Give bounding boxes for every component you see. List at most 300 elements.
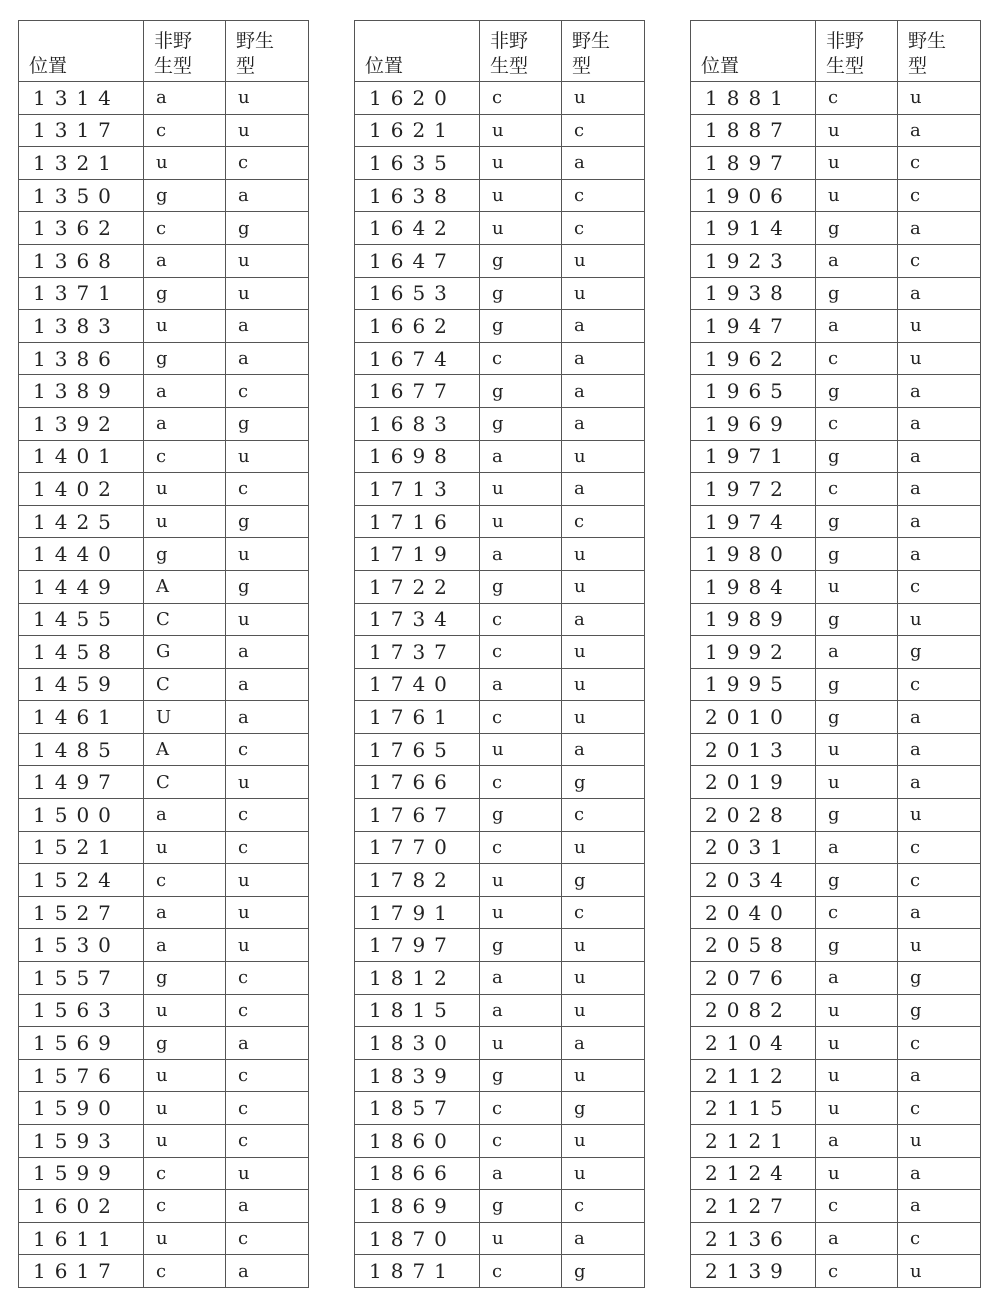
table-row [19, 896, 309, 929]
position-cell: 1906 [691, 179, 816, 212]
non-wild-type-cell: u [816, 766, 898, 799]
table-row [691, 375, 981, 408]
wild-type-cell: c [226, 473, 309, 506]
table-row [355, 1157, 645, 1190]
position-cell: 1392 [19, 407, 144, 440]
position-cell: 1969 [691, 407, 816, 440]
wild-type-cell: g [562, 1255, 645, 1288]
position-cell: 1923 [691, 244, 816, 277]
position-cell: 1362 [19, 212, 144, 245]
position-cell: 1947 [691, 310, 816, 343]
wild-type-cell: u [562, 82, 645, 115]
position-cell: 1458 [19, 636, 144, 669]
table-row [691, 1059, 981, 1092]
table-row [19, 114, 309, 147]
wild-type-cell: a [898, 114, 981, 147]
non-wild-type-cell: c [480, 766, 562, 799]
position-cell: 1737 [355, 636, 480, 669]
wild-type-cell: c [898, 831, 981, 864]
wild-type-cell: u [562, 1125, 645, 1158]
non-wild-type-cell: g [816, 212, 898, 245]
wild-type-cell: u [898, 310, 981, 343]
table-row [19, 342, 309, 375]
non-wild-type-cell: a [480, 994, 562, 1027]
table-row [19, 1190, 309, 1223]
table-row [19, 1059, 309, 1092]
table-row [355, 179, 645, 212]
position-cell: 1815 [355, 994, 480, 1027]
non-wild-type-cell: a [816, 310, 898, 343]
position-cell: 1980 [691, 538, 816, 571]
non-wild-type-cell: g [144, 962, 226, 995]
non-wild-type-cell: g [816, 277, 898, 310]
non-wild-type-cell: c [816, 342, 898, 375]
position-cell: 2104 [691, 1027, 816, 1060]
non-wild-type-cell: u [480, 733, 562, 766]
non-wild-type-cell: c [480, 636, 562, 669]
table-row [19, 1092, 309, 1125]
wild-type-cell: u [226, 82, 309, 115]
position-cell: 1593 [19, 1125, 144, 1158]
non-wild-type-cell: u [816, 1092, 898, 1125]
table-row [691, 342, 981, 375]
non-wild-type-cell: u [144, 473, 226, 506]
position-cell: 1383 [19, 310, 144, 343]
position-cell: 1401 [19, 440, 144, 473]
table-row [691, 831, 981, 864]
wild-type-cell: c [898, 244, 981, 277]
wild-type-cell: c [226, 1059, 309, 1092]
non-wild-type-cell: g [816, 701, 898, 734]
non-wild-type-cell: c [480, 82, 562, 115]
wild-type-cell: u [562, 1157, 645, 1190]
wild-type-cell: a [226, 668, 309, 701]
non-wild-type-cell: a [144, 407, 226, 440]
position-cell: 1371 [19, 277, 144, 310]
non-wild-type-cell: G [144, 636, 226, 669]
position-cell: 1857 [355, 1092, 480, 1125]
non-wild-type-cell: u [144, 1222, 226, 1255]
table-row [691, 473, 981, 506]
wild-type-cell: u [226, 603, 309, 636]
table-row [19, 831, 309, 864]
non-wild-type-cell: u [816, 114, 898, 147]
non-wild-type-cell: g [480, 1059, 562, 1092]
wild-type-cell: c [226, 831, 309, 864]
non-wild-type-cell: u [144, 994, 226, 1027]
table-row [19, 570, 309, 603]
table-row [691, 603, 981, 636]
wild-type-cell: c [898, 179, 981, 212]
non-wild-type-cell: a [480, 668, 562, 701]
wild-type-cell: a [562, 1222, 645, 1255]
non-wild-type-cell: c [144, 1255, 226, 1288]
position-cell: 1459 [19, 668, 144, 701]
non-wild-type-cell: c [480, 603, 562, 636]
non-wild-type-cell: u [144, 505, 226, 538]
wild-type-cell: u [562, 277, 645, 310]
position-cell: 2139 [691, 1255, 816, 1288]
position-cell: 2124 [691, 1157, 816, 1190]
position-cell: 1683 [355, 407, 480, 440]
wild-type-cell: u [226, 114, 309, 147]
table-row [19, 994, 309, 1027]
position-cell: 2031 [691, 831, 816, 864]
position-cell: 1965 [691, 375, 816, 408]
non-wild-type-cell: u [144, 1092, 226, 1125]
wild-type-cell: a [562, 147, 645, 180]
non-wild-type-cell: u [816, 570, 898, 603]
position-cell: 1389 [19, 375, 144, 408]
non-wild-type-cell: g [144, 179, 226, 212]
header-row [355, 21, 645, 82]
table-row [691, 766, 981, 799]
non-wild-type-cell: u [480, 896, 562, 929]
position-cell: 1317 [19, 114, 144, 147]
mutation-table-1 [18, 20, 309, 1288]
non-wild-type-cell: g [816, 864, 898, 897]
position-cell: 2034 [691, 864, 816, 897]
table-row [691, 896, 981, 929]
position-cell: 1611 [19, 1222, 144, 1255]
table-row [355, 147, 645, 180]
non-wild-type-cell: a [816, 962, 898, 995]
table-row [355, 1125, 645, 1158]
non-wild-type-cell: u [480, 473, 562, 506]
wild-type-cell: c [226, 1125, 309, 1158]
non-wild-type-cell: u [816, 1027, 898, 1060]
non-wild-type-cell: a [144, 244, 226, 277]
position-cell: 1368 [19, 244, 144, 277]
wild-type-cell: a [226, 342, 309, 375]
table-row [691, 277, 981, 310]
wild-type-cell: u [562, 538, 645, 571]
position-cell: 2040 [691, 896, 816, 929]
non-wild-type-cell: u [480, 147, 562, 180]
position-cell: 1647 [355, 244, 480, 277]
table-row [19, 1255, 309, 1288]
position-cell: 1765 [355, 733, 480, 766]
non-wild-type-cell: a [144, 896, 226, 929]
table-row [19, 668, 309, 701]
table-row [691, 636, 981, 669]
position-cell: 1722 [355, 570, 480, 603]
position-cell: 1897 [691, 147, 816, 180]
non-wild-type-cell: g [480, 407, 562, 440]
position-cell: 1449 [19, 570, 144, 603]
table-row [691, 212, 981, 245]
wild-type-cell: a [898, 1190, 981, 1223]
non-wild-type-cell: u [144, 310, 226, 343]
table-row [19, 147, 309, 180]
wild-type-cell: g [562, 766, 645, 799]
position-cell: 1766 [355, 766, 480, 799]
non-wild-type-cell: g [480, 570, 562, 603]
position-cell: 1425 [19, 505, 144, 538]
non-wild-type-cell: g [480, 375, 562, 408]
table-row [19, 179, 309, 212]
table-row [355, 701, 645, 734]
table-row [691, 179, 981, 212]
position-cell: 1440 [19, 538, 144, 571]
wild-type-cell: g [226, 212, 309, 245]
position-cell: 1972 [691, 473, 816, 506]
non-wild-type-cell: c [480, 831, 562, 864]
non-wild-type-cell: a [816, 831, 898, 864]
non-wild-type-cell: u [816, 733, 898, 766]
table-row [355, 505, 645, 538]
wild-type-cell: a [226, 310, 309, 343]
table-row [19, 212, 309, 245]
wild-type-cell: c [562, 179, 645, 212]
position-cell: 1402 [19, 473, 144, 506]
header-row [19, 21, 309, 82]
table-row [19, 864, 309, 897]
non-wild-type-cell: a [816, 244, 898, 277]
non-wild-type-cell: g [816, 799, 898, 832]
position-cell: 1557 [19, 962, 144, 995]
position-cell: 1314 [19, 82, 144, 115]
position-cell: 1638 [355, 179, 480, 212]
non-wild-type-cell: g [816, 505, 898, 538]
non-wild-type-cell: u [480, 179, 562, 212]
position-cell: 1866 [355, 1157, 480, 1190]
wild-type-cell: c [562, 505, 645, 538]
wild-type-cell: a [226, 636, 309, 669]
non-wild-type-cell: A [144, 733, 226, 766]
wild-type-cell: u [226, 277, 309, 310]
table-row [691, 310, 981, 343]
wild-type-cell: c [898, 1222, 981, 1255]
position-cell: 1521 [19, 831, 144, 864]
position-cell: 1653 [355, 277, 480, 310]
table-row [355, 114, 645, 147]
non-wild-type-cell: U [144, 701, 226, 734]
wild-type-cell: u [898, 82, 981, 115]
position-cell: 1797 [355, 929, 480, 962]
table-row [355, 864, 645, 897]
table-row [19, 766, 309, 799]
position-cell: 1350 [19, 179, 144, 212]
position-cell: 1871 [355, 1255, 480, 1288]
non-wild-type-cell: c [480, 342, 562, 375]
non-wild-type-cell: c [480, 1255, 562, 1288]
wild-type-cell: c [226, 147, 309, 180]
wild-type-cell: c [562, 799, 645, 832]
position-cell: 1599 [19, 1157, 144, 1190]
position-cell: 1719 [355, 538, 480, 571]
wild-type-cell: u [562, 570, 645, 603]
table-row [691, 82, 981, 115]
table-row [19, 603, 309, 636]
non-wild-type-cell: a [480, 962, 562, 995]
table-row [355, 831, 645, 864]
table-row [355, 538, 645, 571]
wild-type-cell: u [898, 603, 981, 636]
position-cell: 1767 [355, 799, 480, 832]
position-cell: 1530 [19, 929, 144, 962]
non-wild-type-cell: c [144, 1190, 226, 1223]
wild-type-cell: u [226, 766, 309, 799]
table-row [355, 375, 645, 408]
wild-type-cell: c [562, 114, 645, 147]
non-wild-type-cell: u [480, 505, 562, 538]
table-row [355, 1190, 645, 1223]
wild-type-cell: c [226, 994, 309, 1027]
table-row [355, 994, 645, 1027]
position-cell: 1386 [19, 342, 144, 375]
wild-type-cell: a [562, 1027, 645, 1060]
wild-type-cell: a [898, 766, 981, 799]
table-row [355, 277, 645, 310]
non-wild-type-cell: u [480, 1027, 562, 1060]
position-cell: 1617 [19, 1255, 144, 1288]
wild-type-cell: a [898, 538, 981, 571]
non-wild-type-cell: g [816, 668, 898, 701]
position-cell: 1974 [691, 505, 816, 538]
header-row [691, 21, 981, 82]
wild-type-cell: a [898, 505, 981, 538]
wild-type-cell: u [898, 1255, 981, 1288]
table-row [355, 82, 645, 115]
position-cell: 1734 [355, 603, 480, 636]
position-cell: 1887 [691, 114, 816, 147]
position-cell: 1962 [691, 342, 816, 375]
wild-type-cell: g [898, 636, 981, 669]
non-wild-type-cell: a [816, 1222, 898, 1255]
non-wild-type-cell: A [144, 570, 226, 603]
non-wild-type-cell: a [480, 538, 562, 571]
table-row [19, 538, 309, 571]
wild-type-cell: c [562, 896, 645, 929]
non-wild-type-cell: a [144, 82, 226, 115]
position-cell: 1590 [19, 1092, 144, 1125]
wild-type-cell: u [226, 538, 309, 571]
table-row [355, 1027, 645, 1060]
wild-type-cell: c [898, 1027, 981, 1060]
table-row [691, 244, 981, 277]
table-row [355, 799, 645, 832]
non-wild-type-cell: a [816, 636, 898, 669]
non-wild-type-cell: C [144, 603, 226, 636]
non-wild-type-cell: c [816, 1255, 898, 1288]
position-cell: 1869 [355, 1190, 480, 1223]
table-row [19, 636, 309, 669]
wild-type-cell: c [562, 212, 645, 245]
wild-type-cell: c [898, 668, 981, 701]
table-row [691, 505, 981, 538]
position-cell: 1938 [691, 277, 816, 310]
table-row [19, 733, 309, 766]
wild-type-cell: a [562, 375, 645, 408]
non-wild-type-cell: g [480, 1190, 562, 1223]
table-row [19, 962, 309, 995]
table-row [355, 244, 645, 277]
position-cell: 1455 [19, 603, 144, 636]
position-cell: 1716 [355, 505, 480, 538]
wild-type-cell: c [898, 864, 981, 897]
non-wild-type-cell: c [144, 1157, 226, 1190]
table-row [19, 244, 309, 277]
wild-type-cell: a [898, 473, 981, 506]
non-wild-type-cell: u [480, 212, 562, 245]
wild-type-cell: a [562, 407, 645, 440]
wild-type-cell: c [898, 570, 981, 603]
position-cell: 2058 [691, 929, 816, 962]
wild-type-cell: a [562, 473, 645, 506]
position-cell: 1527 [19, 896, 144, 929]
position-cell: 1791 [355, 896, 480, 929]
table-row [691, 538, 981, 571]
position-cell: 1602 [19, 1190, 144, 1223]
position-cell: 1621 [355, 114, 480, 147]
position-cell: 1992 [691, 636, 816, 669]
wild-type-cell: a [226, 1190, 309, 1223]
non-wild-type-cell: a [480, 1157, 562, 1190]
wild-type-cell: a [898, 1157, 981, 1190]
table-row [691, 1190, 981, 1223]
position-cell: 1674 [355, 342, 480, 375]
position-cell: 1497 [19, 766, 144, 799]
table-row [691, 1125, 981, 1158]
wild-type-cell: a [898, 375, 981, 408]
wild-type-cell: g [898, 994, 981, 1027]
wild-type-cell: a [898, 212, 981, 245]
non-wild-type-cell: u [144, 147, 226, 180]
table-row [691, 1222, 981, 1255]
wild-type-cell: u [562, 1059, 645, 1092]
position-cell: 1881 [691, 82, 816, 115]
wild-type-cell: a [562, 310, 645, 343]
position-cell: 1500 [19, 799, 144, 832]
table-row [355, 636, 645, 669]
wild-type-cell: c [226, 375, 309, 408]
wild-type-cell: g [562, 864, 645, 897]
non-wild-type-cell: g [816, 538, 898, 571]
wild-type-cell: a [898, 277, 981, 310]
header-non-wild-type: 非野 生型 [144, 21, 226, 82]
table-row [691, 1027, 981, 1060]
table-row [355, 766, 645, 799]
table-row [355, 1255, 645, 1288]
wild-type-cell: u [898, 929, 981, 962]
header-position: 位置 [355, 21, 480, 82]
wild-type-cell: c [226, 733, 309, 766]
mutation-table-2 [354, 20, 645, 1288]
non-wild-type-cell: c [816, 407, 898, 440]
wild-type-cell: u [562, 244, 645, 277]
wild-type-cell: u [898, 1125, 981, 1158]
table-row [355, 668, 645, 701]
position-cell: 1620 [355, 82, 480, 115]
non-wild-type-cell: g [144, 538, 226, 571]
wild-type-cell: u [226, 896, 309, 929]
table-row [691, 114, 981, 147]
position-cell: 1770 [355, 831, 480, 864]
table-row [19, 1125, 309, 1158]
wild-type-cell: g [226, 407, 309, 440]
non-wild-type-cell: u [816, 1157, 898, 1190]
wild-type-cell: u [562, 636, 645, 669]
non-wild-type-cell: a [480, 440, 562, 473]
wild-type-cell: u [898, 342, 981, 375]
table-row [691, 570, 981, 603]
non-wild-type-cell: c [816, 473, 898, 506]
table-row [355, 1092, 645, 1125]
position-cell: 2013 [691, 733, 816, 766]
wild-type-cell: c [898, 147, 981, 180]
position-cell: 1740 [355, 668, 480, 701]
